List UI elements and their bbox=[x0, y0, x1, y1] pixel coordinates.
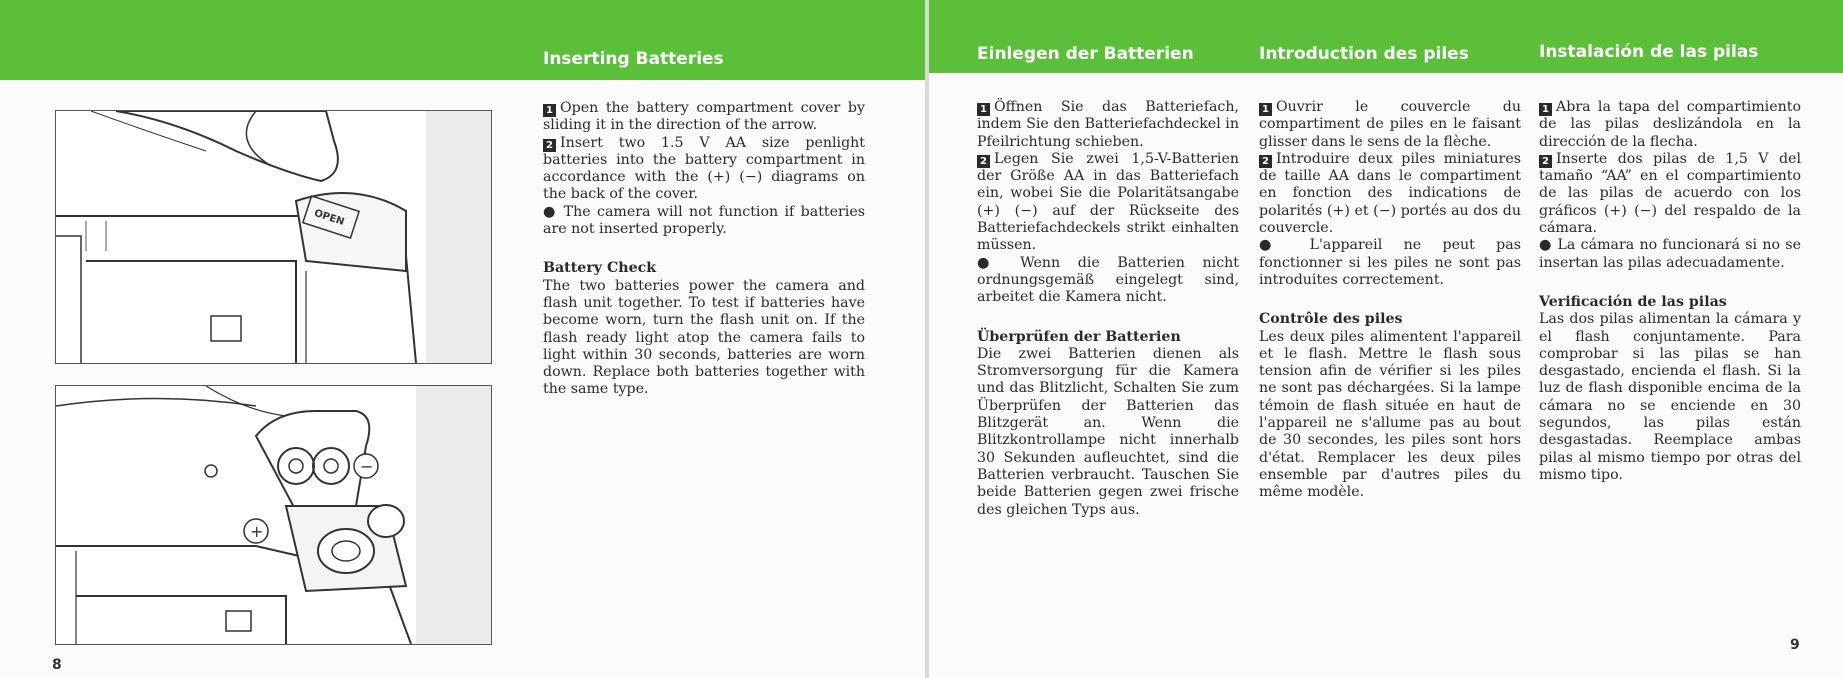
es-step-number-2: 2 bbox=[1539, 155, 1552, 168]
fr-step-2 bbox=[1259, 151, 1521, 237]
de-step-number-1: 1 bbox=[977, 103, 990, 116]
illustration-insert-batteries bbox=[55, 385, 492, 645]
de-step-1-text: Öffnen Sie das Batteriefach, indem Sie den Batteriefachdeckel in Pfeilrichtung schieben. bbox=[977, 99, 1239, 150]
battery-compartment-drawing bbox=[56, 386, 491, 644]
de-check-text: Die zwei Batterien dienen als Stromversorgung für die Kamera und das Blitzlicht, Schalten Sie zum Überprüfen der Batterien das Blitzgerät an. Wenn die Blitzkontrollampe nicht innerhalb 30 Sekunden aufleuchtet, sind die Batterien verbraucht. Tauschen Sie beide Batterien gegen zwei frische des gleichen Typs aus. bbox=[977, 345, 1239, 518]
step-1 bbox=[543, 100, 865, 135]
plus-label: + bbox=[250, 522, 264, 541]
camera-cover-drawing bbox=[56, 111, 491, 363]
step-number-1: 1 bbox=[543, 104, 556, 117]
fr-step-1-text: Ouvrir le couvercle du compartiment de piles en le faisant glisser dans le sens de la flèche. bbox=[1259, 99, 1521, 150]
english-text-column bbox=[543, 100, 865, 399]
spanish-text-column bbox=[1539, 99, 1801, 484]
fr-step-2-text: Introduire deux piles miniatures de taille AA dans le compartiment en fonction des indications de polarités (+) et (−) portés au dos du couvercle. bbox=[1259, 150, 1521, 237]
german-text-column bbox=[977, 99, 1239, 519]
fr-bullet-note-text: L'appareil ne peut pas fonctionner si les piles ne sont pas introduites correctement. bbox=[1259, 237, 1522, 288]
header-spanish: Instalación de las pilas bbox=[1539, 42, 1759, 62]
es-bullet-note: ● La cámara no funcionará si no se insertan las pilas adecuadamente. bbox=[1539, 237, 1801, 271]
header-band bbox=[0, 0, 925, 80]
bullet-note: ● The camera will not function if batteries are not inserted properly. bbox=[543, 203, 866, 238]
header-inserting-batteries: Inserting Batteries bbox=[543, 49, 724, 69]
battery-check-title: Battery Check bbox=[543, 260, 657, 277]
de-step-2 bbox=[977, 151, 1239, 255]
fr-step-number-2: 2 bbox=[1259, 155, 1272, 168]
es-step-1 bbox=[1539, 99, 1801, 151]
fr-check-title: Contrôle des piles bbox=[1259, 311, 1403, 328]
fr-bullet-note: ● L'appareil ne peut pas fonctionner si les piles ne sont pas introduites correctement. bbox=[1259, 237, 1522, 288]
step-2 bbox=[543, 135, 865, 204]
bullet-note-text: The camera will not function if batteries are not inserted properly. bbox=[543, 203, 866, 238]
es-step-number-1: 1 bbox=[1539, 103, 1552, 116]
step-1-text: Open the battery compartment cover by sliding it in the direction of the arrow. bbox=[543, 100, 865, 134]
french-text-column bbox=[1259, 99, 1521, 502]
fr-step-number-1: 1 bbox=[1259, 103, 1272, 116]
header-german: Einlegen der Batterien bbox=[977, 44, 1194, 64]
header-french: Introduction des piles bbox=[1259, 44, 1469, 64]
right-page bbox=[929, 0, 1843, 678]
step-2-text: Insert two 1.5 V AA size penlight batteries into the battery compartment in accordance with the (+) (−) diagrams on the back of the cover. bbox=[543, 134, 865, 203]
step-number-2: 2 bbox=[543, 139, 556, 152]
illustration-open-cover bbox=[55, 110, 492, 364]
page-number-right: 9 bbox=[1790, 637, 1800, 653]
battery-check-text: The two batteries power the camera and flash unit together. To test if batteries have become worn, turn the flash unit on. If the flash ready light atop the camera fails to light within 30 seconds, batteries are worn down. Replace both batteries together with the same type. bbox=[543, 277, 865, 398]
es-step-2 bbox=[1539, 151, 1801, 237]
es-check-text: Las dos pilas alimentan la cámara y el flash conjuntamente. Para comprobar si las pilas se han desgastado, encienda el flash. Si la luz de flash disponible encima de la cámara no se enciende en 30 segundos, las pilas están desgastadas. Reemplace ambas pilas al mismo tiempo por otras del mismo tipo. bbox=[1539, 311, 1801, 483]
fr-step-1 bbox=[1259, 99, 1521, 151]
de-bullet-note-text: Wenn die Batterien nicht ordnungsgemäß eingelegt sind, arbeitet die Kamera nicht. bbox=[977, 254, 1239, 306]
open-label: OPEN bbox=[312, 207, 346, 228]
page-number-left: 8 bbox=[52, 657, 62, 673]
de-step-number-2: 2 bbox=[977, 155, 990, 168]
de-step-1 bbox=[977, 99, 1239, 151]
de-step-2-text: Legen Sie zwei 1,5-V-Batterien der Größe AA in das Batteriefach ein, wobei Sie die Polaritätsangabe (+) (−) auf der Rückseite des Batteriefachdeckels strikt einhalten müssen. bbox=[977, 150, 1239, 254]
es-check-title: Verificación de las pilas bbox=[1539, 293, 1727, 310]
minus-label: − bbox=[360, 457, 374, 476]
es-bullet-note-text: La cámara no funcionará si no se insertan las pilas adecuadamente. bbox=[1539, 237, 1801, 271]
es-step-1-text: Abra la tapa del compartimiento de las pilas deslizándola en la dirección de la flecha. bbox=[1539, 99, 1801, 150]
fr-check-text: Les deux piles alimentent l'appareil et le flash. Mettre le flash sous tension afin de vérifier si les piles ne sont pas déchargées. Si la lampe témoin de flash située en haut de l'appareil ne s'allume pas au bout de 30 secondes, les piles sont hors d'état. Remplacer les deux piles ensemble par d'autres piles du même modèle. bbox=[1259, 328, 1521, 501]
de-bullet-note: ● Wenn die Batterien nicht ordnungsgemäß eingelegt sind, arbeitet die Kamera nicht. bbox=[977, 254, 1239, 306]
de-check-title: Überprüfen der Batterien bbox=[977, 328, 1181, 345]
es-step-2-text: Inserte dos pilas de 1,5 V del tamaño “AA” en el compartimiento de las pilas de acuerdo con los gráficos (+) (−) del respaldo de la cámara. bbox=[1539, 150, 1801, 237]
